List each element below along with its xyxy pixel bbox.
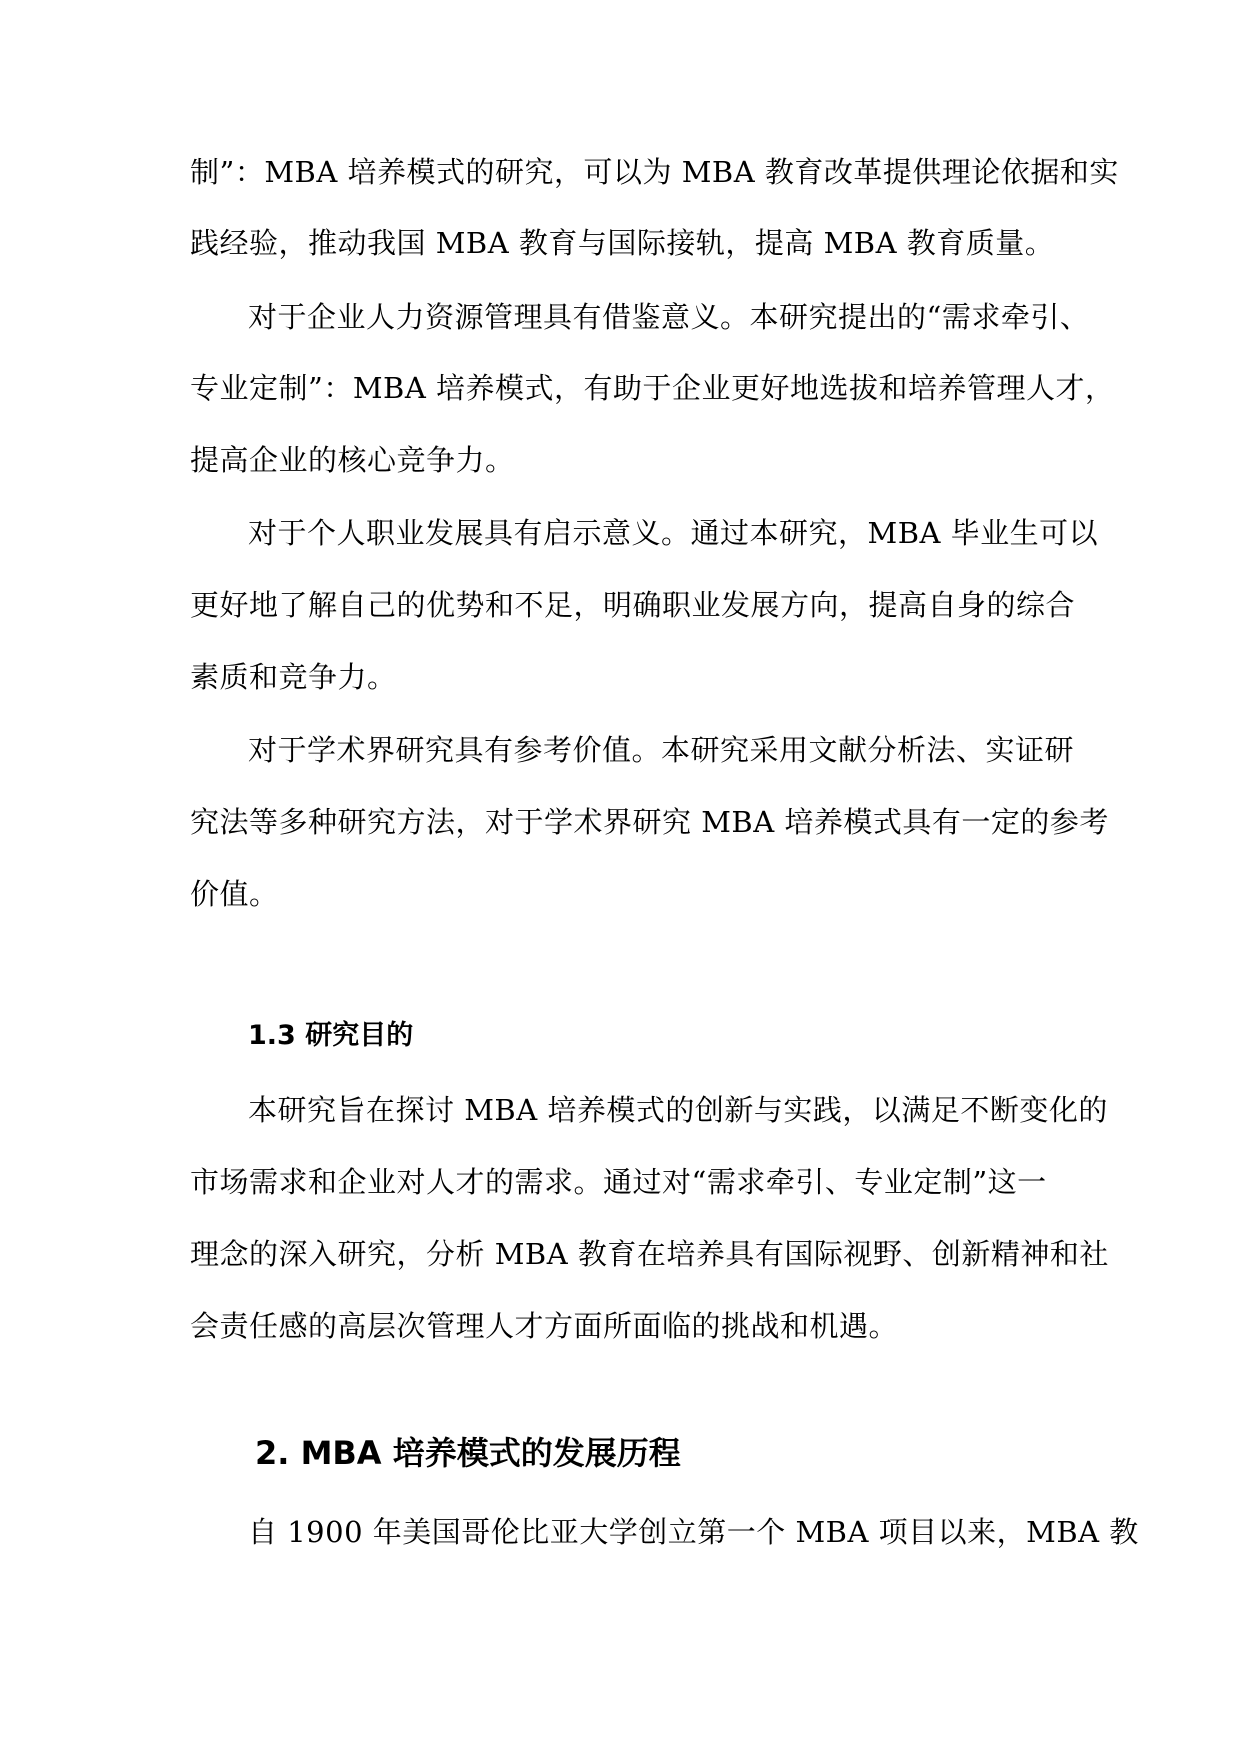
paragraph-line: 制”：MBA 培养模式的研究，可以为 MBA 教育改革提供理论依据和实: [190, 155, 1119, 189]
paragraph-line: 理念的深入研究，分析 MBA 教育在培养具有国际视野、创新精神和社: [190, 1237, 1109, 1271]
paragraph-line: 践经验，推动我国 MBA 教育与国际接轨，提高 MBA 教育质量。: [190, 226, 1055, 260]
paragraph-line: 究法等多种研究方法，对于学术界研究 MBA 培养模式具有一定的参考: [190, 805, 1109, 839]
paragraph-line: 自 1900 年美国哥伦比亚大学创立第一个 MBA 项目以来，MBA 教: [248, 1515, 1139, 1549]
paragraph-line: 对于企业人力资源管理具有借鉴意义。本研究提出的“需求牵引、: [248, 300, 1090, 334]
paragraph-line: 会责任感的高层次管理人才方面所面临的挑战和机遇。: [190, 1309, 899, 1343]
section-heading: 1.3 研究目的: [248, 1020, 414, 1051]
paragraph-line: 对于个人职业发展具有启示意义。通过本研究，MBA 毕业生可以: [248, 516, 1099, 550]
paragraph-line: 市场需求和企业对人才的需求。通过对“需求牵引、专业定制”这一: [190, 1165, 1047, 1199]
paragraph-line: 更好地了解自己的优势和不足，明确职业发展方向，提高自身的综合: [190, 588, 1076, 622]
paragraph-line: 提高企业的核心竞争力。: [190, 443, 515, 477]
paragraph-line: 价值。: [190, 877, 279, 911]
paragraph-line: 对于学术界研究具有参考价值。本研究采用文献分析法、实证研: [248, 733, 1075, 767]
paragraph-line: 本研究旨在探讨 MBA 培养模式的创新与实践，以满足不断变化的: [248, 1093, 1108, 1127]
chapter-heading: 2. MBA 培养模式的发展历程: [255, 1434, 681, 1472]
paragraph-line: 素质和竞争力。: [190, 660, 397, 694]
paragraph-line: 专业定制”：MBA 培养模式，有助于企业更好地选拔和培养管理人才，: [190, 371, 1115, 405]
